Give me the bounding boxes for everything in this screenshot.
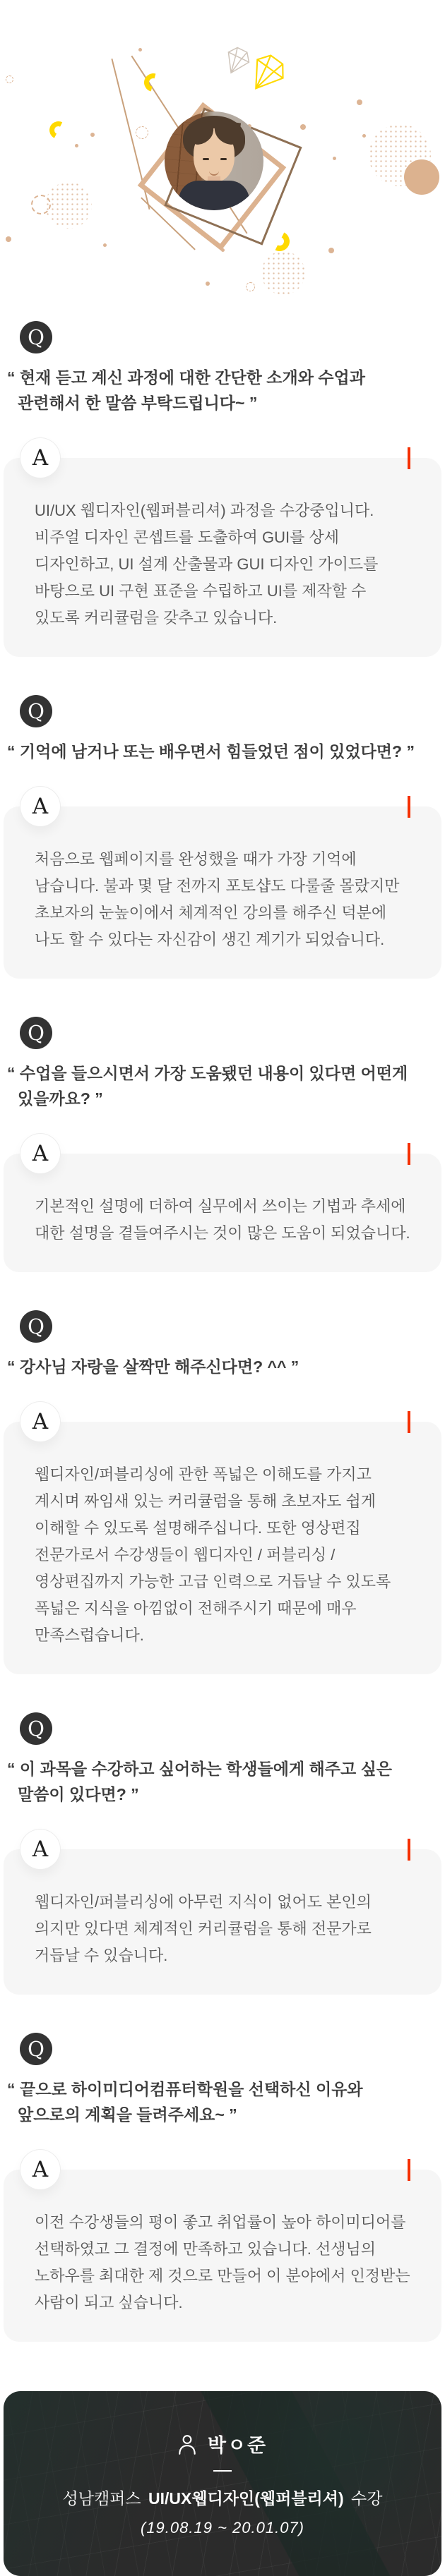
accent-dot [138, 48, 142, 52]
course-info [63, 2486, 383, 2509]
qa-section [0, 1017, 445, 1272]
accent-dot [328, 248, 334, 253]
question-badge-letter: Q [28, 699, 44, 723]
accent-dot [300, 124, 306, 130]
answer-card [4, 1140, 441, 1272]
answer-card [4, 1408, 441, 1674]
accent-tick [408, 447, 410, 469]
answer-badge-letter: A [32, 445, 49, 471]
question-badge-letter: Q [28, 1716, 44, 1741]
divider [213, 2470, 232, 2472]
answer-text: 처음으로 웹페이지를 완성했을 때가 가장 기억에 남습니다. 불과 몇 달 전까지 포토샵도 다룰줄 몰랐지만 초보자의 눈높이에서 체계적인 강의를 해주신 덕분에 나도 할 수 있다는 자신감이 생긴 계기가 되었습니다. [35, 850, 400, 948]
dotted-circle [6, 75, 13, 83]
answer-card [4, 1836, 441, 1995]
accent-tick [408, 1839, 410, 1861]
qa-list [0, 319, 445, 2342]
question-text: “ 이 과목을 수강하고 싶어하는 학생들에게 해주고 싶은 말씀이 있다면? ” [7, 1760, 393, 1803]
question-badge [20, 2033, 52, 2065]
question-text: “ 기억에 남거나 또는 배우면서 힘들었던 점이 있었다면? ” [7, 742, 415, 761]
accent-dot [75, 144, 78, 147]
accent-tick [408, 796, 410, 818]
answer-badge-letter: A [32, 2156, 49, 2182]
question-text: “ 현재 듣고 계신 과정에 대한 간단한 소개와 수업과 관련해서 한 말씀 부탁드립니다~ ” [7, 368, 365, 412]
photo-shirt [179, 181, 249, 210]
student-name: 박ㅇ준 [207, 2435, 268, 2456]
question-badge-letter: Q [28, 2036, 44, 2061]
answer-text: 이전 수강생들의 평이 좋고 취업률이 높아 하이미디어를 선택하였고 그 결정에 만족하고 있습니다. 선생님의 노하우를 최대한 제 것으로 만들어 이 분야에서 인정받는 사람이 되고 싶습니다. [35, 2213, 410, 2311]
question-badge [20, 1017, 52, 1049]
dotted-circle [136, 126, 148, 139]
question-badge [20, 1712, 52, 1745]
answer-badge-letter: A [32, 1140, 49, 1166]
accent-tick [408, 1411, 410, 1433]
answer-badge-letter: A [32, 1408, 49, 1434]
qa-section [0, 2033, 445, 2342]
question-text: “ 강사님 자랑을 살짝만 해주신다면? ^^ ” [7, 1357, 299, 1376]
accent-dot [333, 157, 336, 160]
question-badge-letter: Q [28, 1314, 44, 1338]
answer-card [4, 445, 441, 657]
question-badge [20, 321, 52, 353]
answer-badge [20, 2150, 60, 2189]
accent-tick [408, 1143, 410, 1165]
accent-circle [404, 159, 439, 195]
person-icon [178, 2433, 196, 2455]
accent-dot [90, 133, 95, 137]
answer-badge [20, 787, 60, 826]
answer-text: 웹디자인/퍼블리싱에 관한 폭넓은 이해도를 가지고 계시며 짜임새 있는 커리큘럼을 통해 초보자도 쉽게 이해할 수 있도록 설명해주십니다. 또한 영상편집 전문가로서 수강생들이 웹디자인 / 퍼블리싱 / 영상편집까지 가능한 고급 인력으로 거듭날 수 있도록 폭넓은 지식을 아낌없이 전해주시기 때문에 매우 만족스럽습니다. [35, 1465, 391, 1644]
accent-dot [362, 134, 366, 138]
answer-text: UI/UX 웹디자인(웹퍼블리셔) 과정을 수강중입니다. 비주얼 디자인 콘셉트를 도출하여 GUI를 상세 디자인하고, UI 설계 산출물과 GUI 디자인 가이드를 바탕으로 UI 구현 표준을 수립하고 UI를 제작할 수 있도록 커리큘럼을 갖추고 있습니다. [35, 502, 379, 627]
question-text: “ 수업을 들으시면서 가장 도움됐던 내용이 있다면 어떤게 있을까요? ” [7, 1064, 408, 1108]
accent-dot [221, 248, 225, 252]
question-badge [20, 1310, 52, 1343]
answer-badge [20, 1830, 60, 1869]
photo-eye [220, 158, 227, 160]
profile-photo [165, 111, 263, 210]
qa-section [0, 321, 445, 657]
answer-text: 웹디자인/퍼블리싱에 아무런 지식이 없어도 본인의 의지만 있다면 체계적인 커리큘럼을 통해 전문가로 거듭날 수 있습니다. [35, 1893, 372, 1964]
accent-dot [357, 99, 362, 105]
answer-badge-letter: A [32, 793, 49, 819]
answer-card [4, 2156, 441, 2342]
course-name: UI/UX웹디자인(웹퍼블리셔) [148, 2489, 344, 2508]
accent-dot [103, 243, 107, 247]
answer-badge [20, 438, 60, 478]
student-info-card [4, 2391, 441, 2576]
answer-text: 기본적인 설명에 더하여 실무에서 쓰이는 기법과 추세에 대한 설명을 곁들여주시는 것이 많은 도움이 되었습니다. [35, 1197, 410, 1242]
accent-tick [408, 2159, 410, 2181]
answer-card [4, 793, 441, 979]
answer-badge [20, 1402, 60, 1441]
campus-name: 성남캠퍼스 [62, 2489, 141, 2508]
question-badge [20, 695, 52, 727]
answer-badge-letter: A [32, 1836, 49, 1862]
halftone-dots [261, 251, 305, 295]
accent-dot [206, 282, 210, 286]
qa-section [0, 1310, 445, 1674]
qa-section [0, 1712, 445, 1995]
qa-section [0, 695, 445, 979]
crescent-shape [267, 229, 292, 253]
dotted-circle [246, 282, 255, 291]
accent-dot [6, 236, 11, 242]
student-name-row [178, 2430, 267, 2457]
course-suffix: 수강 [351, 2489, 383, 2508]
question-badge-letter: Q [28, 325, 44, 349]
answer-badge [20, 1134, 60, 1173]
hero-decoration [0, 0, 445, 319]
photo-eye [203, 158, 209, 160]
question-badge-letter: Q [28, 1020, 44, 1045]
crescent-shape [47, 119, 70, 142]
course-period: (19.08.19 ~ 20.01.07) [141, 2519, 304, 2536]
question-text: “ 끝으로 하이미디어컴퓨터학원을 선택하신 이유와 앞으로의 계획을 들려주세요~ ” [7, 2080, 363, 2124]
halftone-dots [45, 182, 92, 229]
